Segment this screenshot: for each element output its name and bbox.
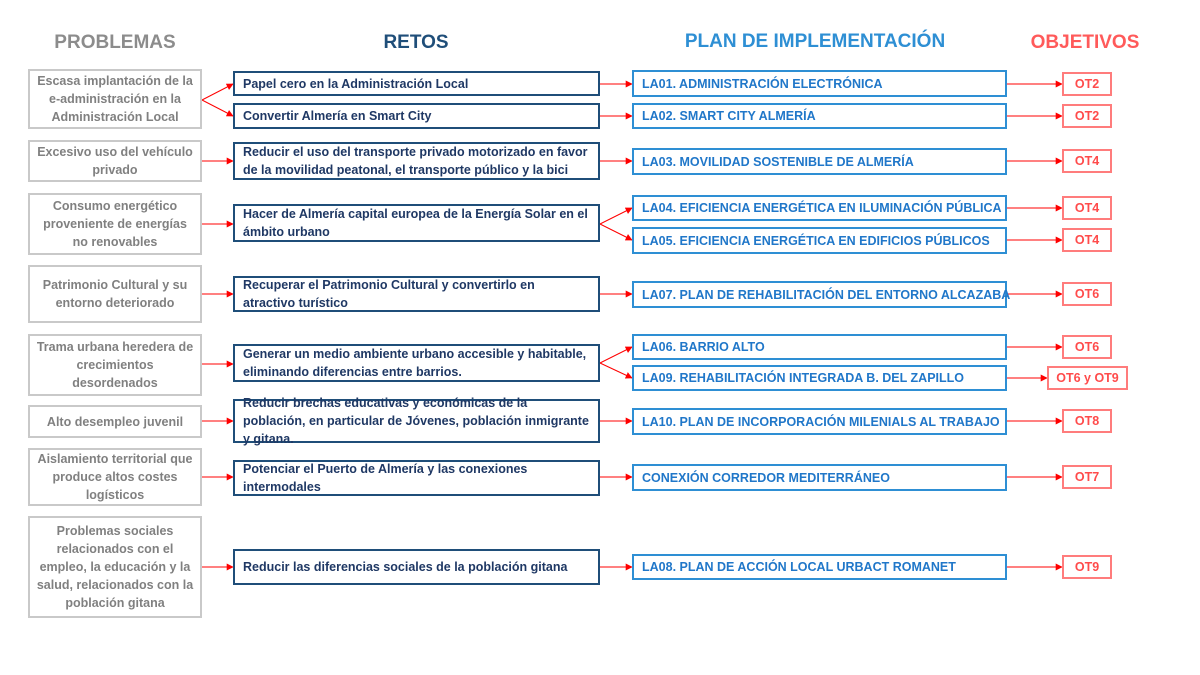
arrow-r4-la04 bbox=[600, 208, 632, 224]
problema-box: Alto desempleo juvenil bbox=[28, 405, 202, 438]
arrow-p1-r1 bbox=[202, 84, 233, 100]
retos-header: RETOS bbox=[383, 32, 449, 53]
objetivo-badge: OT6 bbox=[1062, 335, 1112, 359]
problema-box: Consumo energético proveniente de energías no renovables bbox=[28, 193, 202, 255]
problema-box: Excesivo uso del vehículo privado bbox=[28, 140, 202, 182]
reto-box: Papel cero en la Administración Local bbox=[233, 71, 600, 96]
objetivo-badge: OT2 bbox=[1062, 72, 1112, 96]
arrow-r6-la09 bbox=[600, 363, 632, 378]
arrow-r6-la06 bbox=[600, 347, 632, 363]
reto-box: Reducir brechas educativas y económicas de la población, en particular de Jóvenes, población inmigrante y gitana. bbox=[233, 399, 600, 443]
objetivo-badge: OT8 bbox=[1062, 409, 1112, 433]
objetivo-badge: OT6 bbox=[1062, 282, 1112, 306]
reto-box: Recuperar el Patrimonio Cultural y convertirlo en atractivo turístico bbox=[233, 276, 600, 312]
problema-box: Patrimonio Cultural y su entorno deteriorado bbox=[28, 265, 202, 323]
objetivo-badge: OT4 bbox=[1062, 228, 1112, 252]
plan-box-la10: LA10. PLAN DE INCORPORACIÓN MILENIALS AL TRABAJO bbox=[632, 408, 1007, 435]
plan-box-la01: LA01. ADMINISTRACIÓN ELECTRÓNICA bbox=[632, 70, 1007, 97]
arrow-r4-la05 bbox=[600, 224, 632, 240]
objetivo-badge: OT9 bbox=[1062, 555, 1112, 579]
plan-box-conexion: CONEXIÓN CORREDOR MEDITERRÁNEO bbox=[632, 464, 1007, 491]
objetivo-badge: OT4 bbox=[1062, 149, 1112, 173]
plan-box-la04: LA04. EFICIENCIA ENERGÉTICA EN ILUMINACIÓN PÚBLICA bbox=[632, 195, 1007, 221]
reto-box: Generar un medio ambiente urbano accesible y habitable, eliminando diferencias entre barrios. bbox=[233, 344, 600, 382]
plan-header: PLAN DE IMPLEMENTACIÓN bbox=[684, 31, 946, 52]
reto-box: Hacer de Almería capital europea de la Energía Solar en el ámbito urbano bbox=[233, 204, 600, 242]
reto-box: Reducir las diferencias sociales de la población gitana bbox=[233, 549, 600, 585]
plan-box-la07: LA07. PLAN DE REHABILITACIÓN DEL ENTORNO ALCAZABA bbox=[632, 281, 1007, 308]
plan-box-la03: LA03. MOVILIDAD SOSTENIBLE DE ALMERÍA bbox=[632, 148, 1007, 175]
plan-box-la05: LA05. EFICIENCIA ENERGÉTICA EN EDIFICIOS PÚBLICOS bbox=[632, 227, 1007, 254]
plan-box-la06: LA06. BARRIO ALTO bbox=[632, 334, 1007, 360]
reto-box: Potenciar el Puerto de Almería y las conexiones intermodales bbox=[233, 460, 600, 496]
reto-box: Convertir Almería en Smart City bbox=[233, 103, 600, 129]
objetivo-badge: OT7 bbox=[1062, 465, 1112, 489]
objetivos-header: OBJETIVOS bbox=[1030, 32, 1140, 53]
objetivo-badge: OT2 bbox=[1062, 104, 1112, 128]
problema-box: Trama urbana heredera de crecimientos desordenados bbox=[28, 334, 202, 396]
objetivo-badge: OT4 bbox=[1062, 196, 1112, 220]
plan-box-la09: LA09. REHABILITACIÓN INTEGRADA B. DEL ZAPILLO bbox=[632, 365, 1007, 391]
reto-box: Reducir el uso del transporte privado motorizado en favor de la movilidad peatonal, el transporte público y la bici bbox=[233, 142, 600, 180]
problema-box: Problemas sociales relacionados con el empleo, la educación y la salud, relacionados con la población gitana bbox=[28, 516, 202, 618]
plan-box-la02: LA02. SMART CITY ALMERÍA bbox=[632, 103, 1007, 129]
plan-box-la08: LA08. PLAN DE ACCIÓN LOCAL URBACT ROMANET bbox=[632, 554, 1007, 580]
problema-box: Escasa implantación de la e-administración en la Administración Local bbox=[28, 69, 202, 129]
problemas-header: PROBLEMAS bbox=[54, 32, 176, 53]
problema-box: Aislamiento territorial que produce altos costes logísticos bbox=[28, 448, 202, 506]
arrow-p1-r2 bbox=[202, 100, 233, 116]
objetivo-badge: OT6 y OT9 bbox=[1047, 366, 1128, 390]
